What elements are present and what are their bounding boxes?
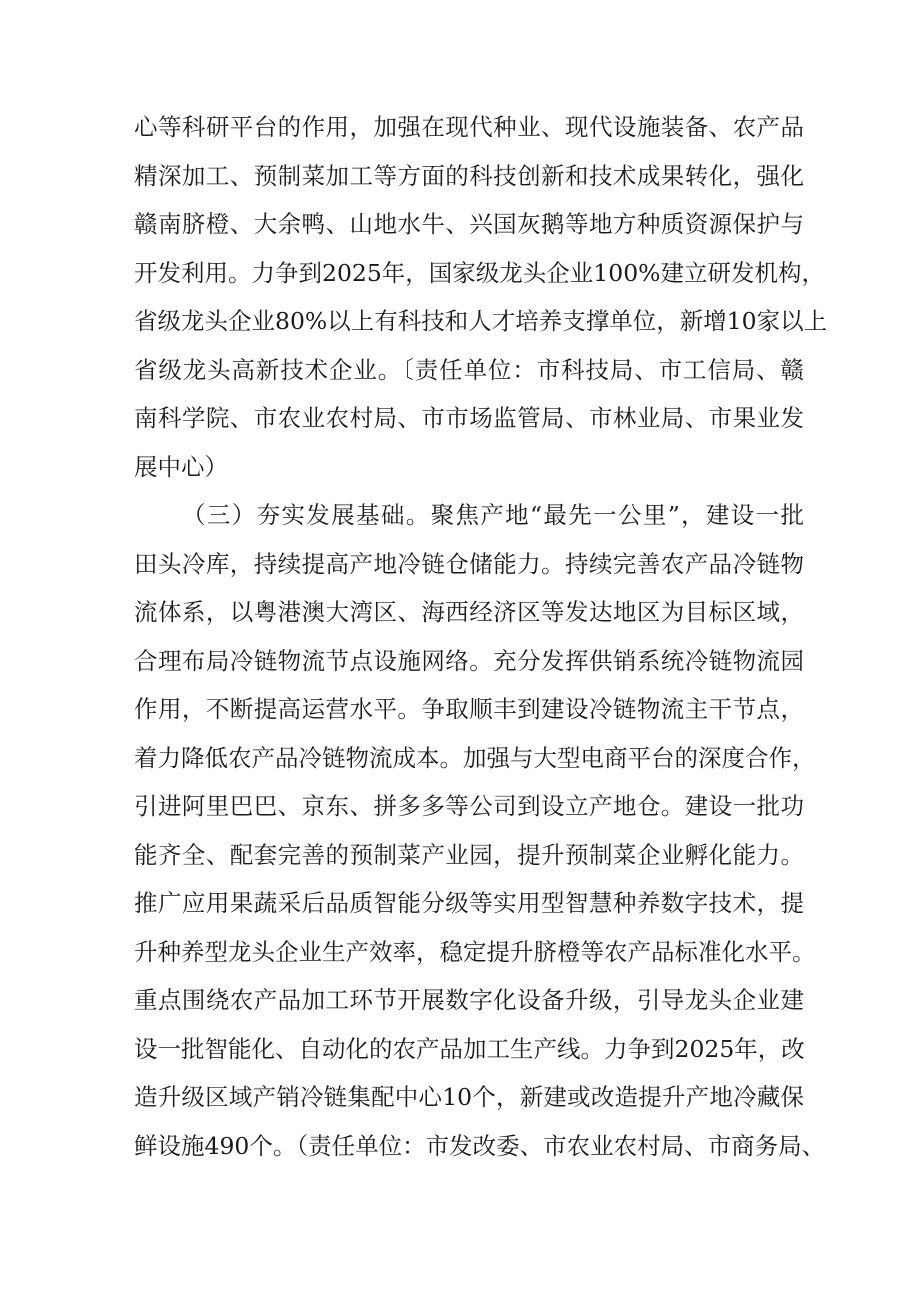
text-line: 开发利用。力争到2025年，国家级龙头企业100%建立研发机构， (134, 258, 825, 287)
text-line: 引进阿里巴巴、京东、拼多多等公司到设立产地仓。建设一批功 (134, 792, 804, 820)
text-line: 推广应用果蔬采后品质智能分级等实用型智慧种养数字技术，提 (134, 889, 804, 917)
document-body (134, 103, 828, 1170)
paragraph-research-platform (134, 103, 828, 491)
text-line: 重点围绕农产品加工环节开展数字化设备升级，引导龙头企业建 (134, 986, 804, 1014)
text-line: 设一批智能化、自动化的农产品加工生产线。力争到2025年，改 (134, 1034, 805, 1063)
text-line: 合理布局冷链物流节点设施网络。充分发挥供销系统冷链物流园 (134, 646, 804, 675)
text-line: 能齐全、配套完善的预制菜产业园，提升预制菜企业孵化能力。 (134, 840, 804, 869)
text-line: 省级龙头高新技术企业。〔责任单位：市科技局、市工信局、赣 (134, 355, 804, 384)
text-line: 赣南脐橙、大余鸭、山地水牛、兴国灰鹅等地方种质资源保护与 (134, 210, 804, 238)
paragraph-heading-line: （三）夯实发展基础。聚焦产地“最先一公里”，建设一批 (182, 501, 804, 529)
text-line: 田头冷库，持续提高产地冷链仓储能力。持续完善农产品冷链物 (134, 549, 804, 578)
text-line: 着力降低农产品冷链物流成本。加强与大型电商平台的深度合作， (134, 743, 816, 772)
text-line: 精深加工、预制菜加工等方面的科技创新和技术成果转化，强化 (134, 161, 804, 190)
text-line: 展中心） (134, 452, 228, 481)
text-line: 省级龙头企业80%以上有科技和人才培养支撑单位，新增10家以上 (134, 307, 828, 335)
text-line: 鲜设施490个。（责任单位：市发改委、市农业农村局、市商务局、 (134, 1131, 826, 1160)
text-line: 流体系，以粤港澳大湾区、海西经济区等发达地区为目标区域， (134, 598, 804, 626)
text-line: 心等科研平台的作用，加强在现代种业、现代设施装备、农产品 (134, 113, 804, 141)
text-line: 作用，不断提高运营水平。争取顺丰到建设冷链物流主干节点， (134, 695, 804, 723)
text-line: 造升级区域产销冷链集配中心10个，新建或改造提升产地冷藏保 (134, 1083, 804, 1111)
paragraph-development-foundation (134, 491, 826, 1170)
text-line: 南科学院、市农业农村局、市市场监管局、市林业局、市果业发 (134, 404, 804, 432)
text-line: 升种养型龙头企业生产效率，稳定提升脐橙等农产品标准化水平。 (134, 937, 816, 966)
